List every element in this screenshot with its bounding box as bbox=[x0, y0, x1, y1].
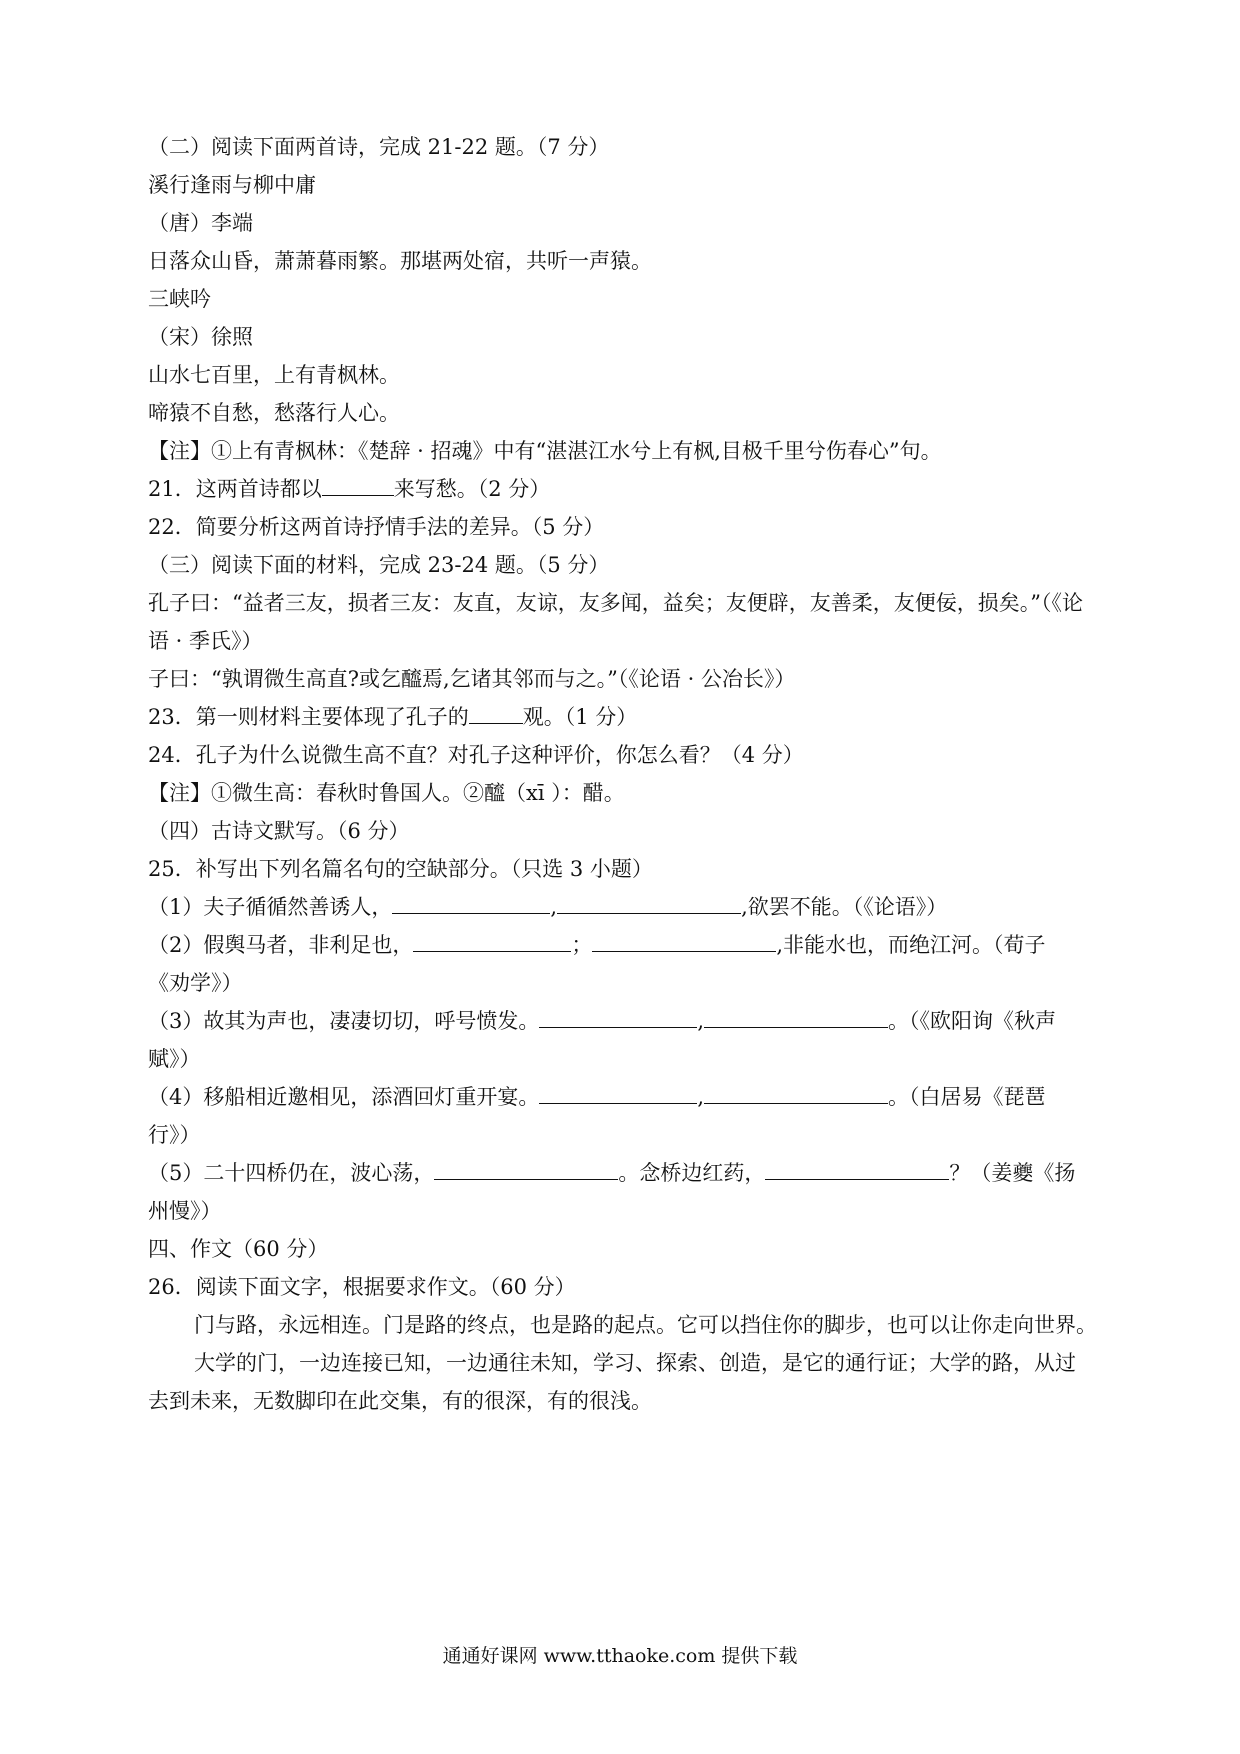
question-24: 24．孔子为什么说微生高不直？对孔子这种评价，你怎么看？（4 分） bbox=[148, 743, 804, 767]
question-22: 22．简要分析这两首诗抒情手法的差异。（5 分） bbox=[148, 515, 605, 539]
question-25-4-sep: , bbox=[697, 1085, 705, 1109]
essay-prompt-para-1: 门与路，永远相连。门是路的终点，也是路的起点。它可以挡住你的脚步，也可以让你走向世界。 bbox=[194, 1313, 1097, 1337]
material-1-line-1: 孔子曰：“益者三友，损者三友：友直，友谅，友多闻，益矣；友便辟，友善柔，友便佞，损矣。”（《论 bbox=[148, 591, 1083, 615]
question-21 bbox=[148, 474, 1108, 504]
material-note: 【注】①微生高：春秋时鲁国人。②醯（xī ）：醋。 bbox=[148, 781, 625, 805]
page-footer: 通通好课网 www.tthaoke.com 提供下载 bbox=[442, 1645, 798, 1667]
question-25-3-text-b: 。（《欧阳询《秋声 bbox=[888, 1009, 1057, 1033]
poem-2-title: 三峡吟 bbox=[148, 287, 211, 311]
section-3-heading: （三）阅读下面的材料，完成 23-24 题。（5 分） bbox=[148, 553, 610, 577]
question-26: 26．阅读下面文字，根据要求作文。（60 分） bbox=[148, 1275, 576, 1299]
question-25-1-sep: , bbox=[550, 895, 558, 919]
material-1-line-2: 语 · 季氏》） bbox=[148, 629, 263, 653]
question-23-text-a: 23．第一则材料主要体现了孔子的 bbox=[148, 705, 469, 729]
essay-prompt-para-2: 大学的门，一边连接已知，一边通往未知，学习、探索、创造，是它的通行证；大学的路，从过 bbox=[194, 1351, 1076, 1375]
answer-blank bbox=[434, 1159, 618, 1180]
question-25-5-text-c: ？（姜夔《扬 bbox=[949, 1161, 1076, 1185]
question-25-5-cont: 州慢》） bbox=[148, 1199, 222, 1223]
question-25-3-sep: , bbox=[697, 1009, 705, 1033]
question-25-4-text-b: 。（白居易《琵琶 bbox=[888, 1085, 1046, 1109]
answer-blank bbox=[392, 893, 550, 914]
answer-blank bbox=[539, 1007, 697, 1028]
question-25-4-text-a: （4）移船相近邀相见，添酒回灯重开宴。 bbox=[148, 1085, 540, 1109]
answer-blank bbox=[539, 1083, 697, 1104]
answer-blank bbox=[592, 931, 776, 952]
question-25: 25．补写出下列名篇名句的空缺部分。（只选 3 小题） bbox=[148, 857, 653, 881]
question-23 bbox=[148, 702, 1108, 732]
question-25-5-text-b: 。念桥边红药， bbox=[618, 1161, 766, 1185]
poem-1-author: （唐）李端 bbox=[148, 211, 253, 235]
question-25-2-cont: 《劝学》） bbox=[148, 971, 243, 995]
question-21-text-a: 21．这两首诗都以 bbox=[148, 477, 322, 501]
poem-2-line-2: 啼猿不自愁，愁落行人心。 bbox=[148, 401, 400, 425]
poem-note: 【注】①上有青枫林：《楚辞 · 招魂》中有“湛湛江水兮上有枫,目极千里兮伤春心”句。 bbox=[148, 439, 942, 463]
question-25-2-text-a: （2）假舆马者，非利足也， bbox=[148, 933, 414, 957]
question-25-4-cont: 行》） bbox=[148, 1123, 201, 1147]
material-2: 子曰：“孰谓微生高直?或乞醯焉,乞诸其邻而与之。”（《论语 · 公冶长》） bbox=[148, 667, 796, 691]
answer-blank bbox=[557, 893, 741, 914]
poem-2-author: （宋）徐照 bbox=[148, 325, 253, 349]
question-25-3-text-a: （3）故其为声也，凄凄切切，呼号愤发。 bbox=[148, 1009, 540, 1033]
part-4-heading: 四、作文（60 分） bbox=[148, 1237, 329, 1261]
answer-blank bbox=[704, 1083, 888, 1104]
poem-1-title: 溪行逢雨与柳中庸 bbox=[148, 173, 316, 197]
question-25-2-text-b: ,非能水也，而绝江河。（荀子 bbox=[776, 933, 1046, 957]
question-25-4 bbox=[148, 1082, 1108, 1112]
section-2-heading: （二）阅读下面两首诗，完成 21-22 题。（7 分） bbox=[148, 135, 610, 159]
section-4-heading: （四）古诗文默写。（6 分） bbox=[148, 819, 410, 843]
answer-blank bbox=[322, 475, 394, 496]
answer-blank bbox=[765, 1159, 949, 1180]
answer-blank bbox=[469, 703, 523, 724]
question-25-1-text-b: ,欲罢不能。（《论语》） bbox=[741, 895, 948, 919]
question-23-text-b: 观。（1 分） bbox=[522, 705, 638, 729]
question-25-1-text-a: （1）夫子循循然善诱人， bbox=[148, 895, 393, 919]
question-25-1 bbox=[148, 892, 1108, 922]
question-25-5-text-a: （5）二十四桥仍在，波心荡， bbox=[148, 1161, 435, 1185]
answer-blank bbox=[413, 931, 571, 952]
answer-blank bbox=[704, 1007, 888, 1028]
question-25-2-sep: ； bbox=[571, 933, 593, 957]
question-25-3 bbox=[148, 1006, 1108, 1036]
poem-1-text: 日落众山昏，萧萧暮雨繁。那堪两处宿，共听一声猿。 bbox=[148, 249, 652, 273]
poem-2-line-1: 山水七百里，上有青枫林。 bbox=[148, 363, 400, 387]
question-21-text-b: 来写愁。（2 分） bbox=[393, 477, 551, 501]
essay-prompt-para-2-cont: 去到未来，无数脚印在此交集，有的很深，有的很浅。 bbox=[148, 1389, 652, 1413]
question-25-3-cont: 赋》） bbox=[148, 1047, 201, 1071]
question-25-5 bbox=[148, 1158, 1108, 1188]
question-25-2 bbox=[148, 930, 1108, 960]
